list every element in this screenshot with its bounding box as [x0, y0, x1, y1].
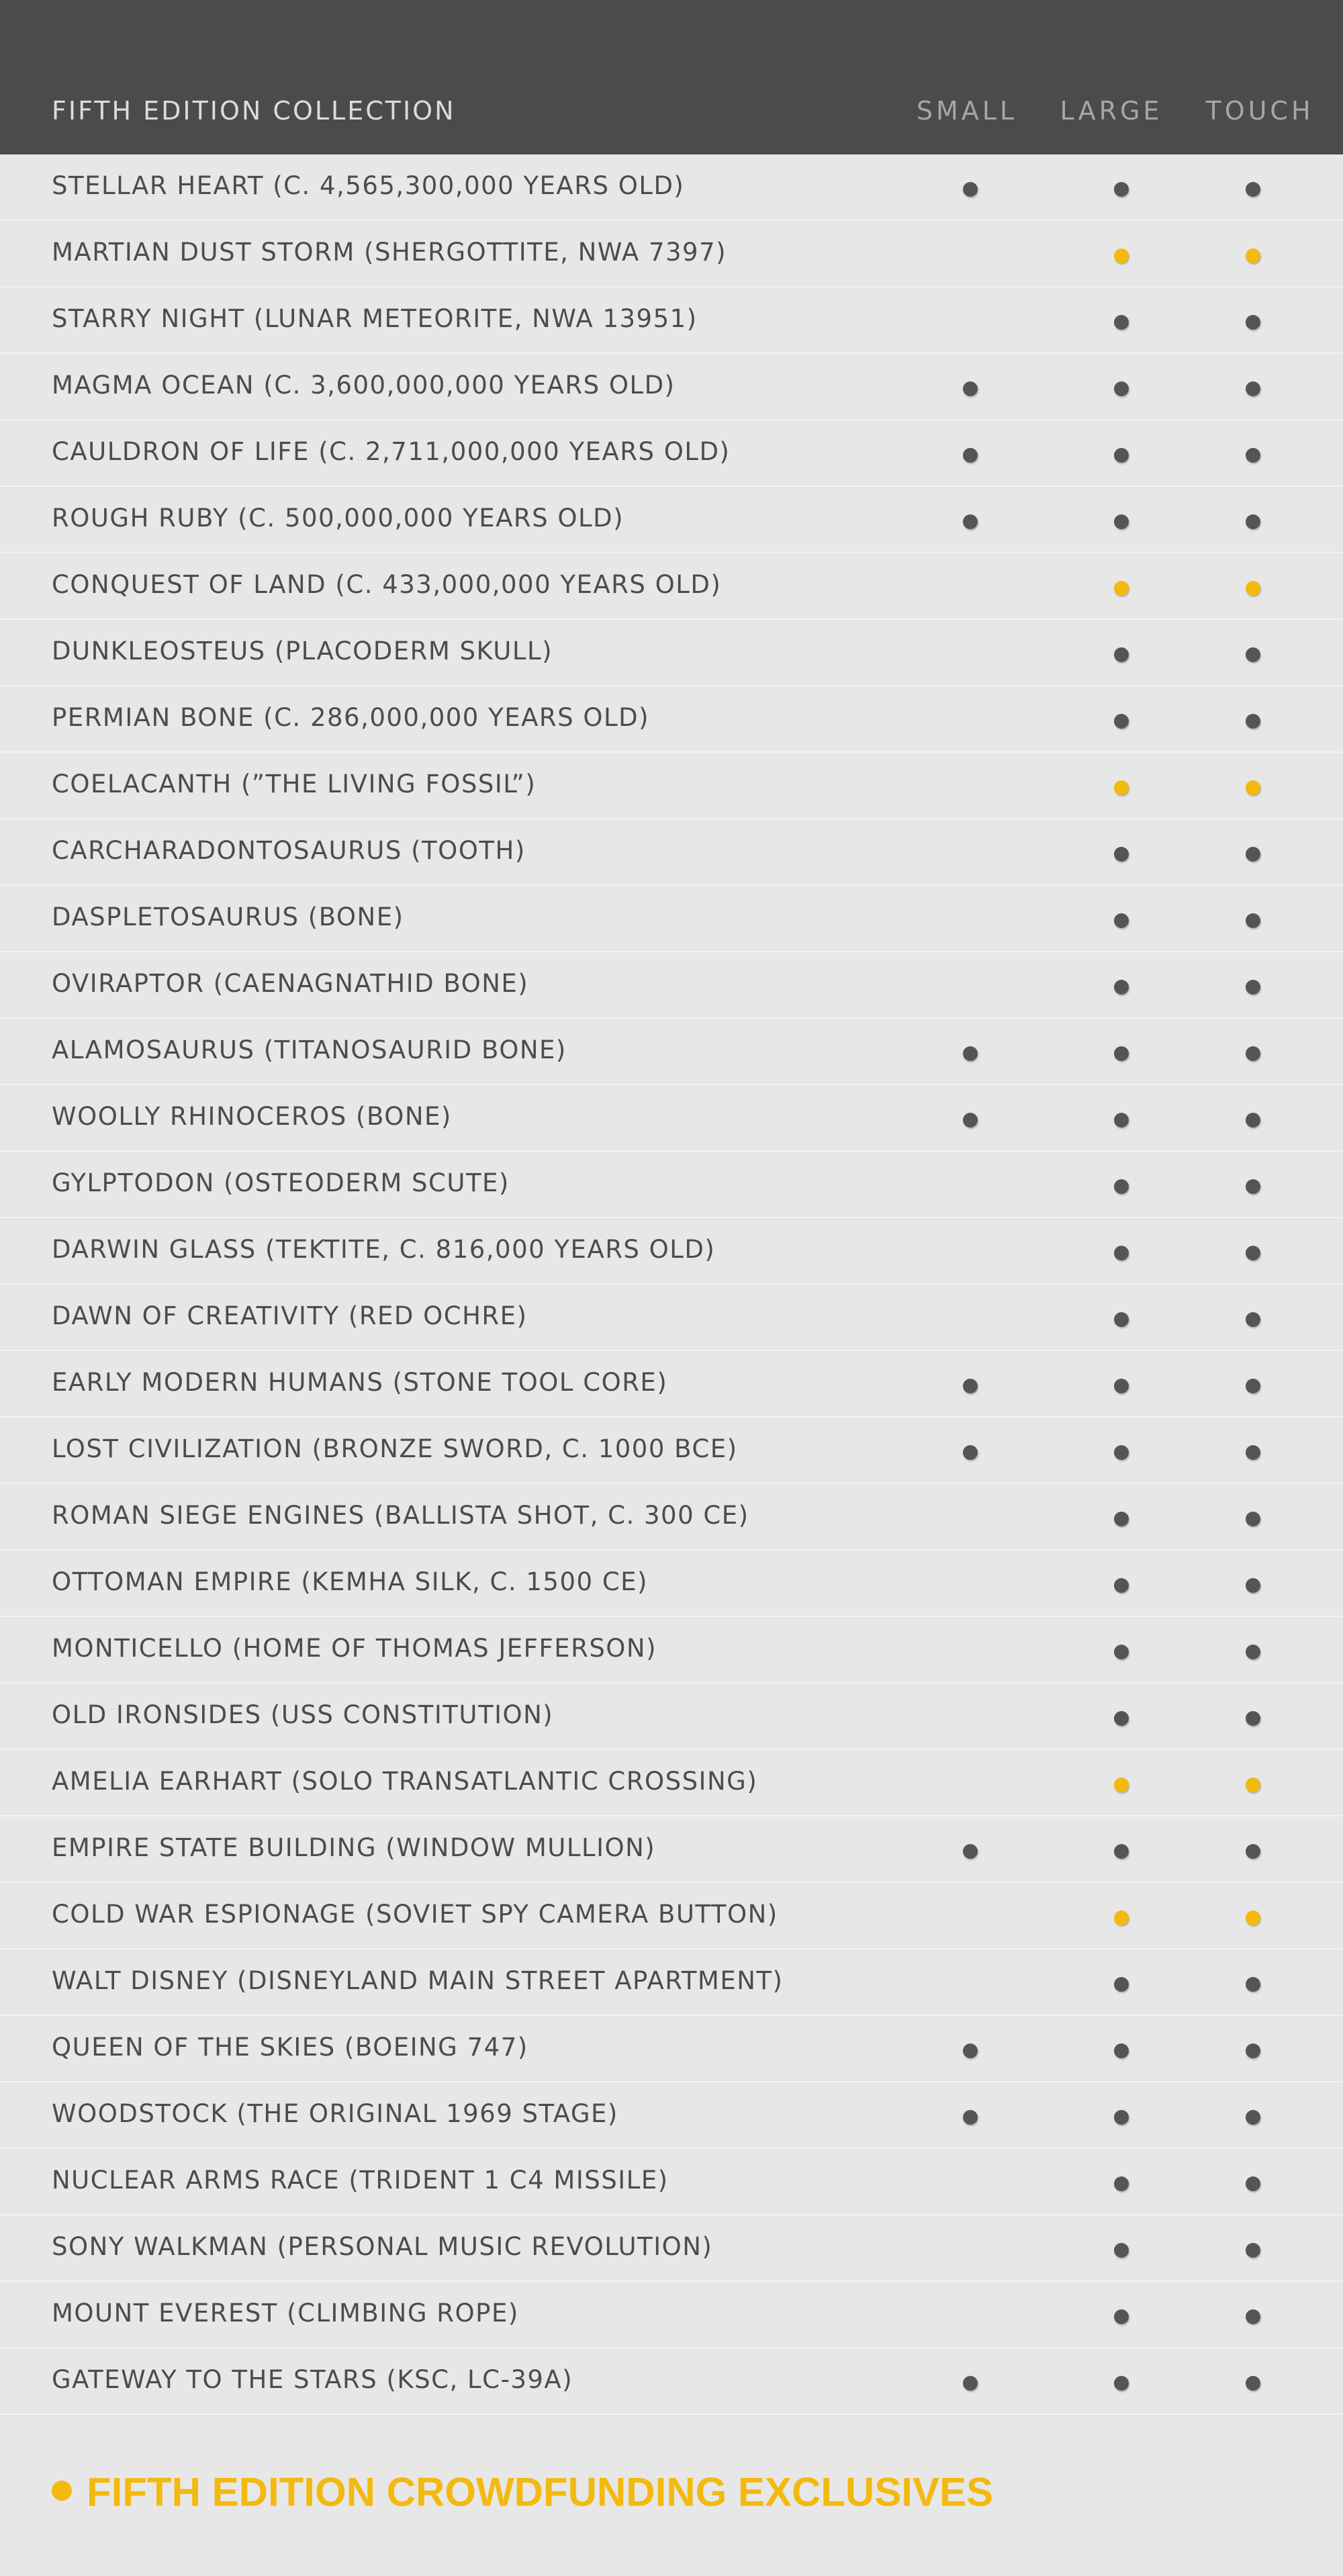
touch-availability-dot-icon — [1246, 913, 1260, 928]
item-label: WOOLLY RHINOCEROS (BONE) — [52, 1102, 452, 1131]
item-label: COELACANTH (”THE LIVING FOSSIL”) — [52, 770, 537, 798]
large-availability-dot-icon — [1114, 1645, 1129, 1659]
large-availability-dot-icon — [1114, 1711, 1129, 1726]
small-availability-dot-icon — [963, 1113, 978, 1128]
small-availability-dot-icon — [963, 1445, 978, 1460]
large-availability-dot-icon — [1114, 913, 1129, 928]
item-label: DARWIN GLASS (TEKTITE, C. 816,000 YEARS OLD) — [52, 1235, 716, 1264]
table-row — [0, 1085, 1343, 1152]
large-availability-dot-icon — [1114, 1778, 1129, 1792]
touch-availability-dot-icon — [1246, 1179, 1260, 1194]
column-header-large: LARGE — [1060, 96, 1163, 126]
item-label: LOST CIVILIZATION (BRONZE SWORD, C. 1000 BCE) — [52, 1434, 738, 1463]
large-availability-dot-icon — [1114, 780, 1129, 795]
item-label: AMELIA EARHART (SOLO TRANSATLANTIC CROSSING) — [52, 1767, 758, 1796]
large-availability-dot-icon — [1114, 1911, 1129, 1925]
table-row — [0, 154, 1343, 221]
touch-availability-dot-icon — [1246, 847, 1260, 862]
table-row — [0, 1285, 1343, 1351]
item-label: EMPIRE STATE BUILDING (WINDOW MULLION) — [52, 1833, 656, 1862]
item-label: SONY WALKMAN (PERSONAL MUSIC REVOLUTION) — [52, 2232, 713, 2261]
touch-availability-dot-icon — [1246, 1911, 1260, 1925]
touch-availability-dot-icon — [1246, 647, 1260, 662]
table-row — [0, 2082, 1343, 2149]
item-label: GATEWAY TO THE STARS (KSC, LC-39A) — [52, 2365, 573, 2394]
table-row — [0, 1949, 1343, 2016]
touch-availability-dot-icon — [1246, 182, 1260, 197]
large-availability-dot-icon — [1114, 315, 1129, 330]
large-availability-dot-icon — [1114, 2043, 1129, 2058]
table-row — [0, 753, 1343, 819]
table-row — [0, 1152, 1343, 1218]
large-availability-dot-icon — [1114, 2110, 1129, 2125]
table-row — [0, 1816, 1343, 1883]
table-row — [0, 354, 1343, 420]
item-label: CARCHARADONTOSAURUS (TOOTH) — [52, 836, 526, 865]
item-label: WALT DISNEY (DISNEYLAND MAIN STREET APARTMENT) — [52, 1966, 784, 1995]
large-availability-dot-icon — [1114, 1844, 1129, 1859]
large-availability-dot-icon — [1114, 1578, 1129, 1593]
table-row — [0, 487, 1343, 553]
large-availability-dot-icon — [1114, 714, 1129, 729]
item-label: PERMIAN BONE (C. 286,000,000 YEARS OLD) — [52, 703, 650, 732]
item-label: STARRY NIGHT (LUNAR METEORITE, NWA 13951) — [52, 304, 698, 333]
small-availability-dot-icon — [963, 2110, 978, 2125]
touch-availability-dot-icon — [1246, 1778, 1260, 1792]
table-row — [0, 2282, 1343, 2348]
item-label: MAGMA OCEAN (C. 3,600,000,000 YEARS OLD) — [52, 371, 676, 400]
large-availability-dot-icon — [1114, 647, 1129, 662]
item-label: CAULDRON OF LIFE (C. 2,711,000,000 YEARS OLD) — [52, 437, 731, 466]
large-availability-dot-icon — [1114, 1445, 1129, 1460]
touch-availability-dot-icon — [1246, 2176, 1260, 2191]
table-row — [0, 686, 1343, 753]
large-availability-dot-icon — [1114, 1977, 1129, 1992]
touch-availability-dot-icon — [1246, 1445, 1260, 1460]
item-label: ROUGH RUBY (C. 500,000,000 YEARS OLD) — [52, 504, 624, 533]
small-availability-dot-icon — [963, 1844, 978, 1859]
table-row — [0, 2149, 1343, 2215]
large-availability-dot-icon — [1114, 2309, 1129, 2324]
table-row — [0, 287, 1343, 354]
table-row — [0, 2215, 1343, 2282]
large-availability-dot-icon — [1114, 2376, 1129, 2391]
touch-availability-dot-icon — [1246, 1711, 1260, 1726]
large-availability-dot-icon — [1114, 448, 1129, 463]
item-label: COLD WAR ESPIONAGE (SOVIET SPY CAMERA BUTTON) — [52, 1900, 778, 1929]
touch-availability-dot-icon — [1246, 514, 1260, 529]
table-row — [0, 1551, 1343, 1617]
item-label: ALAMOSAURUS (TITANOSAURID BONE) — [52, 1036, 567, 1064]
touch-availability-dot-icon — [1246, 2043, 1260, 2058]
item-label: NUCLEAR ARMS RACE (TRIDENT 1 C4 MISSILE) — [52, 2166, 669, 2195]
touch-availability-dot-icon — [1246, 714, 1260, 729]
small-availability-dot-icon — [963, 381, 978, 396]
large-availability-dot-icon — [1114, 581, 1129, 596]
touch-availability-dot-icon — [1246, 1246, 1260, 1260]
large-availability-dot-icon — [1114, 248, 1129, 263]
column-header-small: SMALL — [916, 96, 1018, 126]
touch-availability-dot-icon — [1246, 780, 1260, 795]
small-availability-dot-icon — [963, 448, 978, 463]
item-label: DUNKLEOSTEUS (PLACODERM SKULL) — [52, 637, 553, 665]
touch-availability-dot-icon — [1246, 315, 1260, 330]
large-availability-dot-icon — [1114, 1312, 1129, 1327]
table-row — [0, 553, 1343, 620]
large-availability-dot-icon — [1114, 980, 1129, 995]
item-label: OTTOMAN EMPIRE (KEMHA SILK, C. 1500 CE) — [52, 1567, 648, 1596]
large-availability-dot-icon — [1114, 847, 1129, 862]
table-row — [0, 2016, 1343, 2082]
collection-list — [0, 154, 1343, 2415]
item-label: OLD IRONSIDES (USS CONSTITUTION) — [52, 1700, 554, 1729]
table-row — [0, 1351, 1343, 1418]
touch-availability-dot-icon — [1246, 2376, 1260, 2391]
table-row — [0, 1019, 1343, 1085]
touch-availability-dot-icon — [1246, 2110, 1260, 2125]
exclusive-dot-icon — [52, 2481, 72, 2501]
large-availability-dot-icon — [1114, 1512, 1129, 1526]
table-row — [0, 952, 1343, 1019]
item-label: QUEEN OF THE SKIES (BOEING 747) — [52, 2033, 528, 2062]
touch-availability-dot-icon — [1246, 980, 1260, 995]
touch-availability-dot-icon — [1246, 581, 1260, 596]
touch-availability-dot-icon — [1246, 248, 1260, 263]
touch-availability-dot-icon — [1246, 1512, 1260, 1526]
item-label: EARLY MODERN HUMANS (STONE TOOL CORE) — [52, 1368, 668, 1397]
touch-availability-dot-icon — [1246, 2309, 1260, 2324]
table-row — [0, 221, 1343, 287]
small-availability-dot-icon — [963, 1046, 978, 1061]
exclusives-legend-label: FIFTH EDITION CROWDFUNDING EXCLUSIVES — [87, 2469, 993, 2515]
touch-availability-dot-icon — [1246, 1113, 1260, 1128]
item-label: WOODSTOCK (THE ORIGINAL 1969 STAGE) — [52, 2099, 618, 2128]
touch-availability-dot-icon — [1246, 1046, 1260, 1061]
large-availability-dot-icon — [1114, 514, 1129, 529]
table-row — [0, 1617, 1343, 1684]
item-label: DAWN OF CREATIVITY (RED OCHRE) — [52, 1301, 528, 1330]
large-availability-dot-icon — [1114, 182, 1129, 197]
item-label: MOUNT EVEREST (CLIMBING ROPE) — [52, 2299, 519, 2328]
table-row — [0, 886, 1343, 952]
column-header-touch: TOUCH — [1205, 96, 1314, 126]
table-row — [0, 819, 1343, 886]
large-availability-dot-icon — [1114, 1379, 1129, 1393]
touch-availability-dot-icon — [1246, 2243, 1260, 2258]
item-label: MARTIAN DUST STORM (SHERGOTTITE, NWA 7397) — [52, 238, 727, 267]
large-availability-dot-icon — [1114, 1179, 1129, 1194]
large-availability-dot-icon — [1114, 1246, 1129, 1260]
table-row — [0, 1218, 1343, 1285]
large-availability-dot-icon — [1114, 2243, 1129, 2258]
large-availability-dot-icon — [1114, 1046, 1129, 1061]
table-row — [0, 1418, 1343, 1484]
item-label: GYLPTODON (OSTEODERM SCUTE) — [52, 1168, 510, 1197]
touch-availability-dot-icon — [1246, 1312, 1260, 1327]
table-row — [0, 420, 1343, 487]
touch-availability-dot-icon — [1246, 448, 1260, 463]
item-label: MONTICELLO (HOME OF THOMAS JEFFERSON) — [52, 1634, 657, 1663]
small-availability-dot-icon — [963, 182, 978, 197]
item-label: OVIRAPTOR (CAENAGNATHID BONE) — [52, 969, 529, 998]
table-row — [0, 1684, 1343, 1750]
table-row — [0, 2348, 1343, 2415]
small-availability-dot-icon — [963, 514, 978, 529]
touch-availability-dot-icon — [1246, 1578, 1260, 1593]
item-label: STELLAR HEART (C. 4,565,300,000 YEARS OLD) — [52, 171, 685, 200]
touch-availability-dot-icon — [1246, 1645, 1260, 1659]
touch-availability-dot-icon — [1246, 1844, 1260, 1859]
table-row — [0, 1883, 1343, 1949]
large-availability-dot-icon — [1114, 381, 1129, 396]
touch-availability-dot-icon — [1246, 1977, 1260, 1992]
large-availability-dot-icon — [1114, 2176, 1129, 2191]
table-row — [0, 620, 1343, 686]
touch-availability-dot-icon — [1246, 1379, 1260, 1393]
table-row — [0, 1484, 1343, 1551]
small-availability-dot-icon — [963, 2043, 978, 2058]
item-label: ROMAN SIEGE ENGINES (BALLISTA SHOT, C. 300 CE) — [52, 1501, 749, 1530]
item-label: DASPLETOSAURUS (BONE) — [52, 903, 404, 931]
touch-availability-dot-icon — [1246, 381, 1260, 396]
exclusives-legend — [52, 2469, 993, 2516]
table-header — [0, 0, 1343, 154]
collection-title: FIFTH EDITION COLLECTION — [52, 96, 456, 126]
small-availability-dot-icon — [963, 1379, 978, 1393]
item-label: CONQUEST OF LAND (C. 433,000,000 YEARS OLD) — [52, 570, 722, 599]
large-availability-dot-icon — [1114, 1113, 1129, 1128]
small-availability-dot-icon — [963, 2376, 978, 2391]
table-row — [0, 1750, 1343, 1816]
